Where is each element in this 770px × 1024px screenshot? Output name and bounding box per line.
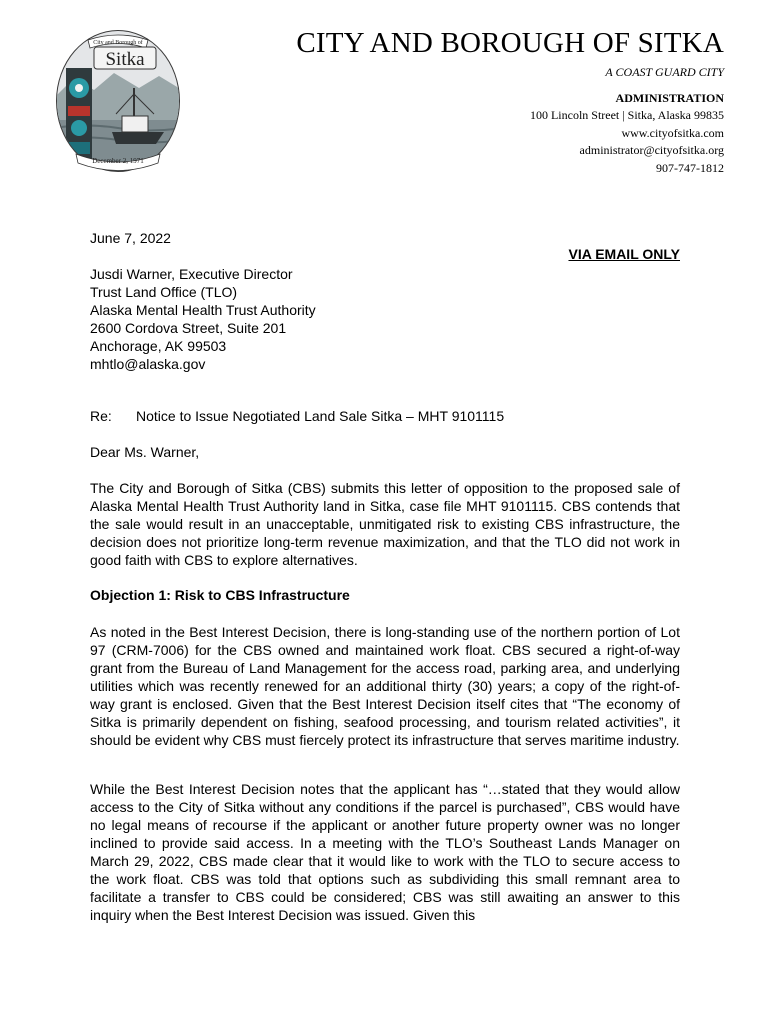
letterhead-website: www.cityofsitka.com [621,125,724,140]
city-seal-logo [54,28,182,174]
seal-bottom-text: December 2, 1971 [92,157,144,165]
recipient-line: Alaska Mental Health Trust Authority [90,302,316,318]
letterhead-motto: A COAST GUARD CITY [605,65,724,79]
paragraph-infrastructure: As noted in the Best Interest Decision, there is long-standing use of the northern portion of Lot 97 (CRM-7006) for the CBS owned and maintained work float. CBS secured a right-of-way grant from the Bureau of Land Management for the access road, parking area, and underlying utilities which was recently renewed for an additional thirty (30) years; a copy of the right-of-way grant is enclosed. Given that the Best Interest Decision itself cites that “The economy of Sitka is primarily dependent on fishing, seafood processing, and tourism related activities”, it should be evident why CBS must fiercely protect its infrastructure that serves maritime industry. [90,624,680,748]
letter-date: June 7, 2022 [90,230,171,246]
delivery-method: VIA EMAIL ONLY [568,246,680,262]
letterhead-title: CITY AND BOROUGH OF SITKA [296,27,724,59]
paragraph-access: While the Best Interest Decision notes that the applicant has “…stated that they would allow access to the City of Sitka without any conditions if the parcel is purchased”, CBS would have no legal means of recourse if the applicant or another future property owner was no longer inclined to provide said access. In a meeting with the TLO’s Southeast Lands Manager on March 29, 2022, CBS made clear that it would like to work with the TLO to secure access to the work float. CBS was told that options such as subdividing this small remnant area to facilitate a transfer to CBS could be considered; CBS was still awaiting an answer to this inquiry when the Best Interest Decision was issued. Given this [90,781,680,923]
recipient-line: Jusdi Warner, Executive Director [90,266,293,282]
letterhead [296,26,724,177]
recipient-email: mhtlo@alaska.gov [90,356,206,372]
subject-line [90,407,680,425]
letterhead-email: administrator@cityofsitka.org [579,143,724,157]
recipient-line: Anchorage, AK 99503 [90,338,227,354]
letterhead-address: 100 Lincoln Street | Sitka, Alaska 99835 [529,108,724,122]
subject-label: Re: [90,408,112,424]
objection-1-heading: Objection 1: Risk to CBS Infrastructure [90,587,350,603]
subject-text: Notice to Issue Negotiated Land Sale Sitka – MHT 9101115 [136,408,505,424]
paragraph-intro: The City and Borough of Sitka (CBS) submits this letter of opposition to the proposed sale of Alaska Mental Health Trust Authority land in Sitka, case file MHT 9101115. CBS contends that the sale would result in an unacceptable, unmitigated risk to existing CBS infrastructure, the decision does not prioritize long-term revenue maximization, and that the TLO did not work in good faith with CBS to explore alternatives. [90,480,680,568]
salutation: Dear Ms. Warner, [90,444,200,460]
recipient-line: Trust Land Office (TLO) [90,284,238,300]
seal-top-text: City and Borough of [93,40,143,46]
recipient-line: 2600 Cordova Street, Suite 201 [90,320,287,336]
letterhead-phone: 907-747-1812 [656,160,724,175]
seal-name: Sitka [105,49,145,70]
recipient-address [90,265,680,373]
letterhead-department: ADMINISTRATION [615,91,724,105]
